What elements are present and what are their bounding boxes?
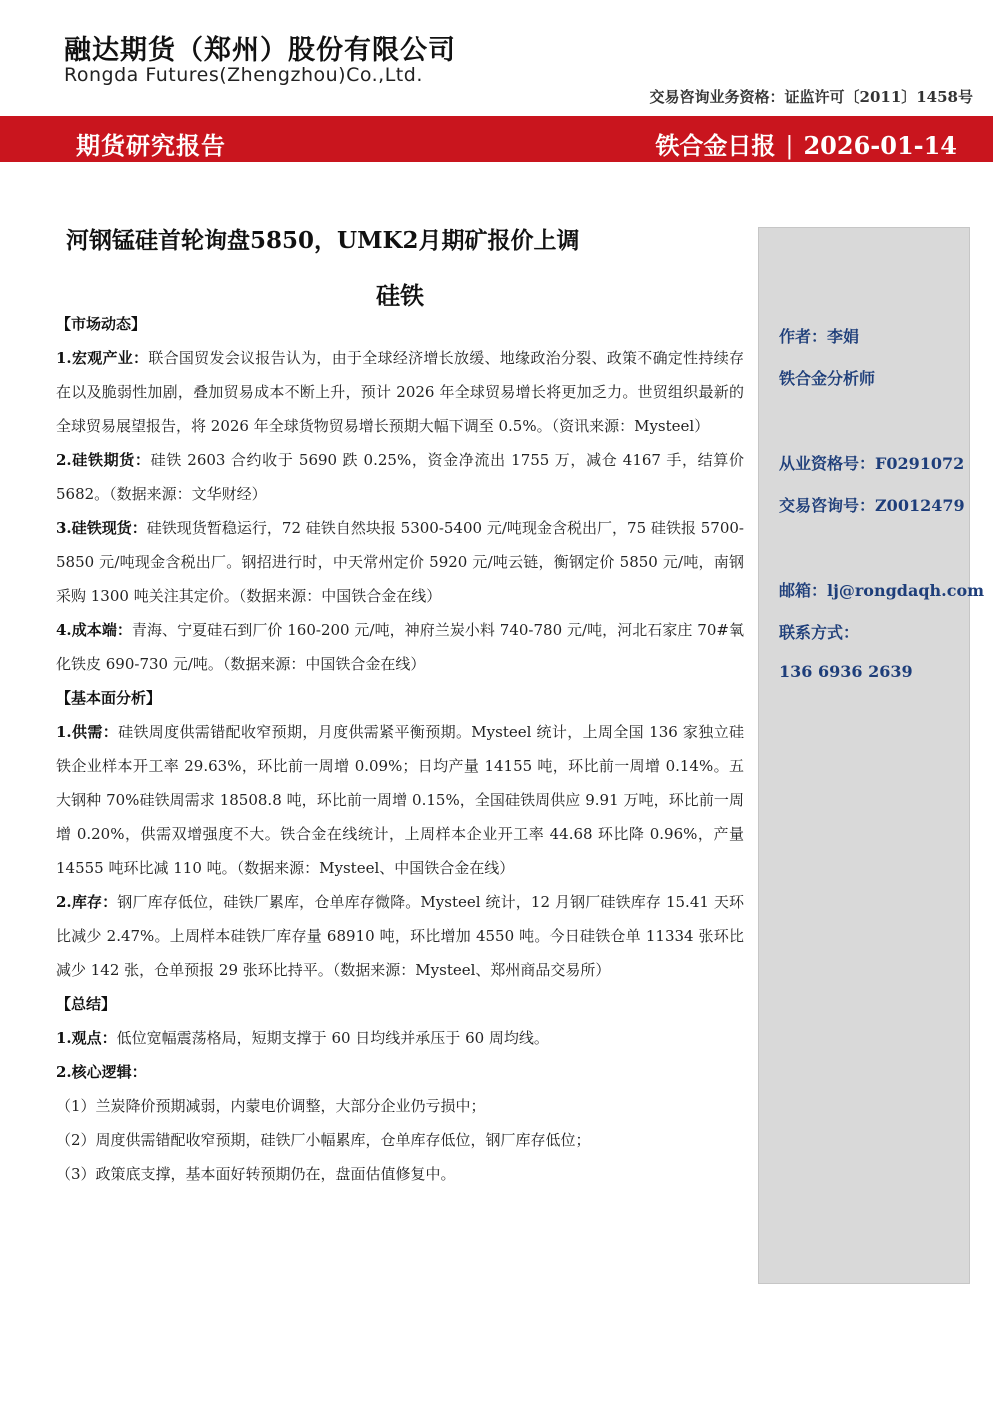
contact-label: 联系方式： [779, 623, 860, 642]
section-heading-summary: 【总结】 [56, 995, 117, 1013]
consult-number: 交易咨询号：Z0012479 [779, 496, 965, 515]
item-text: 联合国贸发会议报告认为，由于全球经济增长放缓、地缘政治分裂、政策不确定性持续存在以及脆弱性加剧，叠加贸易成本不断上升，预计 2026 年全球贸易增长将更加乏力。世贸组织最新的全球贸易展望报告，将 2026 年全球货物贸易增长预期大幅下调至 0.5%。（资讯来源：Mysteel） [56, 349, 744, 435]
item-label: 1.供需： [56, 723, 119, 741]
item-label: 4.成本端： [56, 621, 132, 639]
summary-view [56, 1021, 744, 1055]
market-item-macro [56, 341, 744, 443]
license-info: 交易咨询业务资格：证监许可〔2011〕1458号 [649, 88, 973, 106]
logic-item: （3）政策底支撑，基本面好转预期仍在，盘面估值修复中。 [56, 1165, 456, 1183]
logic-item: （2）周度供需错配收窄预期，硅铁厂小幅累库，仓单库存低位，钢厂库存低位； [56, 1131, 591, 1149]
author-role: 铁合金分析师 [779, 369, 876, 388]
company-name-en: Rongda Futures(Zhengzhou)Co.,Ltd. [64, 64, 423, 86]
author-name: 作者：李娟 [779, 327, 860, 346]
report-body [56, 307, 744, 1191]
contact-phone: 136 6936 2639 [779, 662, 913, 681]
company-name-cn: 融达期货（郑州）股份有限公司 [64, 35, 456, 66]
market-item-spot [56, 511, 744, 613]
item-label: 3.硅铁现货： [56, 519, 147, 537]
banner-separator: | [785, 132, 794, 160]
item-label: 2.库存： [56, 893, 118, 911]
fundamental-item-supply [56, 715, 744, 885]
logic-item: （1）兰炭降价预期减弱，内蒙电价调整，大部分企业仍亏损中； [56, 1097, 486, 1115]
item-text: 硅铁 2603 合约收于 5690 跌 0.25%，资金净流出 1755 万，减仓 4167 手，结算价 5682。（数据来源：文华财经） [56, 451, 744, 503]
banner-report-type: 铁合金日报 [655, 131, 776, 160]
item-text: 硅铁现货暂稳运行，72 硅铁自然块报 5300-5400 元/吨现金含税出厂，75 硅铁报 5700-5850 元/吨现金含税出厂。钢招进行时，中天常州定价 5920 元/吨云链，衡钢定价 5850 元/吨，南钢采购 1300 吨关注其定价。（数据来源：中国铁合金在线） [56, 519, 744, 605]
section-heading-market: 【市场动态】 [56, 315, 147, 333]
item-text: 低位宽幅震荡格局，短期支撑于 60 日均线并承压于 60 周均线。 [116, 1029, 549, 1047]
item-label: 1.观点： [56, 1029, 117, 1047]
section-heading-fundamental: 【基本面分析】 [56, 689, 162, 707]
item-label: 2.硅铁期货： [56, 451, 151, 469]
report-banner [0, 116, 993, 162]
item-text: 青海、宁夏硅石到厂价 160-200 元/吨，神府兰炭小料 740-780 元/吨，河北石家庄 70#氧化铁皮 690-730 元/吨。（数据来源：中国铁合金在线） [56, 621, 744, 673]
banner-report-title [655, 126, 957, 161]
fundamental-item-inventory [56, 885, 744, 987]
author-email[interactable]: 邮箱：lj@rongdaqh.com [779, 581, 985, 600]
item-text: 硅铁周度供需错配收窄预期，月度供需紧平衡预期。Mysteel 统计，上周全国 136 家独立硅铁企业样本开工率 29.63%，环比前一周增 0.09%；日均产量 14155 吨，环比前一周增 0.14%。五大钢种 70%硅铁周需求 18508.8 吨，环比前一周增 0.15%，全国硅铁周供应 9.91 万吨，环比前一周增 0.20%，供需双增强度不大。铁合金在线统计，上周样本企业开工率 44.68 环比降 0.96%，产量 14555 吨环比减 110 吨。（数据来源：Mysteel、中国铁合金在线） [56, 723, 744, 877]
item-label: 1.宏观产业： [56, 349, 149, 367]
report-subtitle: 硅铁 [376, 281, 424, 310]
summary-logic-label: 2.核心逻辑： [56, 1063, 147, 1081]
author-sidebar [758, 227, 985, 1284]
market-item-cost [56, 613, 744, 681]
qualification-number: 从业资格号：F0291072 [779, 454, 965, 473]
report-headline: 河钢锰硅首轮询盘5850，UMK2月期矿报价上调 [66, 227, 580, 254]
market-item-futures [56, 443, 744, 511]
banner-date: 2026-01-14 [803, 131, 957, 160]
banner-report-category: 期货研究报告 [76, 131, 226, 160]
item-text: 钢厂库存低位，硅铁厂累库，仓单库存微降。Mysteel 统计，12 月钢厂硅铁库存 15.41 天环比减少 2.47%。上周样本硅铁厂库存量 68910 吨，环比增加 4550 吨。今日硅铁仓单 11334 张环比减少 142 张，仓单预报 29 张环比持平。（数据来源：Mysteel、郑州商品交易所） [56, 893, 744, 979]
